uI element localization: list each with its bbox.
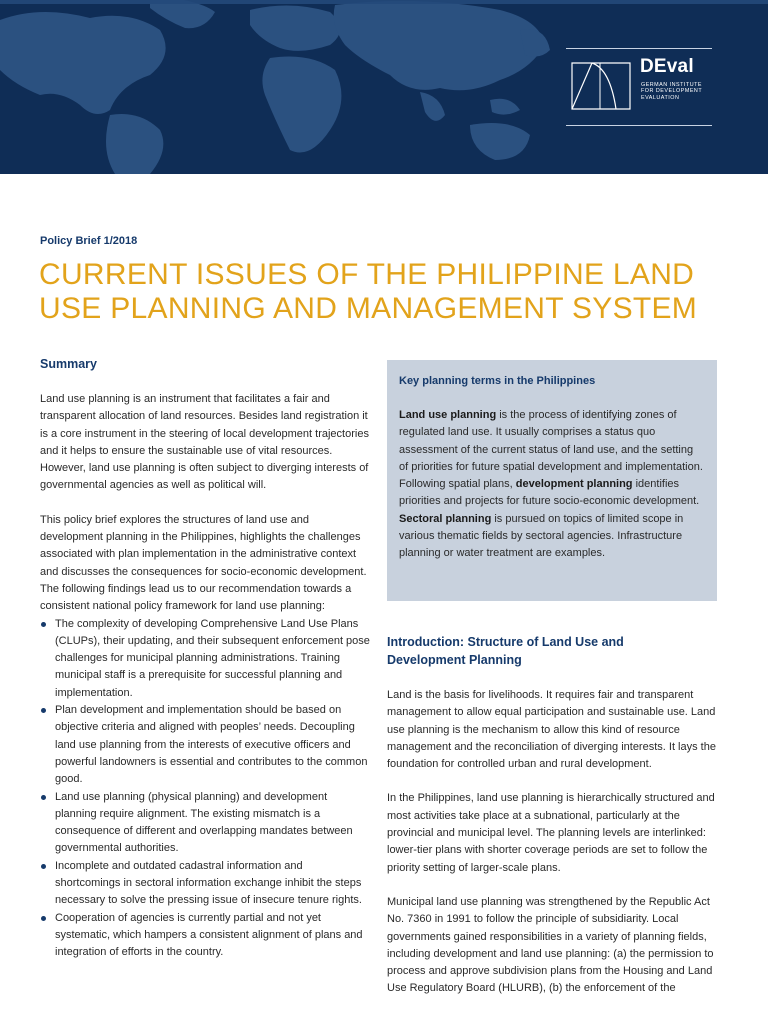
key-term-text: Following spatial plans,: [399, 478, 516, 491]
key-term-text: is pursued on topics of limited scope in various thematic fields by sectoral agencies. Infrastructure planning or water treatment are examples.: [399, 512, 684, 560]
header-banner: [0, 0, 768, 174]
key-term-label: Sectoral planning: [399, 512, 492, 525]
key-term-label: Land use planning: [399, 409, 497, 421]
intro-heading: Introduction: Structure of Land Use and Development Planning: [387, 635, 624, 667]
page-title: CURRENT ISSUES OF THE PHILIPPINE LAND USE PLANNING AND MANAGEMENT SYSTEM: [39, 258, 698, 325]
right-column: [387, 360, 717, 998]
key-term-text: is the process of identifying zones of regulated land use. It usually comprises a status quo assessment of the current status of land use, and the setting of priorities for future spatial development and implementation.: [399, 409, 703, 473]
deval-logo-mark-icon: [570, 61, 632, 111]
summary-heading: Summary: [40, 357, 97, 371]
summary-paragraph-2: This policy brief explores the structures of land use and development planning in the Philippines, highlights the challenges associated with plan implementation in the administrative context and discusses the consequences for socio-economic development. The following findings lead us to our recommendation towards a consistent national policy framework for land use planning:: [40, 513, 367, 613]
key-term-text: identifies priorities and projects for future socio-economic development.: [399, 478, 700, 508]
key-terms-box: [387, 360, 717, 601]
list-item: Cooperation of agencies is currently partial and not yet systematic, which hampers a consistent alignment of plans and integration of efforts in the country.: [40, 910, 370, 962]
logo-subtitle: GERMAN INSTITUTE FOR DEVELOPMENT EVALUATION: [641, 82, 703, 101]
key-term-label: development planning: [515, 478, 633, 491]
key-term-land-use: [399, 407, 705, 476]
policy-brief-label: Policy Brief 1/2018: [40, 235, 138, 247]
summary-column: [40, 355, 370, 962]
intro-paragraph-2: In the Philippines, land use planning is hierarchically structured and most activities take place at a subnational, particularly at the provincial and municipal level. The planning levels are interlinked: lower-tier plans with shorter coverage periods are set to follow the priority setting of larger-scale plans.: [387, 792, 715, 874]
intro-paragraph-3: Municipal land use planning was strengthened by the Republic Act No. 7360 in 1991 to follow the principle of subsidiarity. Local governments gained responsibilities in a variety of planning fields, including development and land use planning: (a) the permission to process and approve subdivision plans from the Housing and Land Use Regulatory Board (HLURB), (b) the enforcement of the: [387, 895, 714, 995]
list-item: Incomplete and outdated cadastral information and shortcomings in sectoral information exchange inhibit the steps necessary to solve the pressing issue of insecure tenure rights.: [40, 858, 370, 910]
list-item: Land use planning (physical planning) and development planning require alignment. The existing mismatch is a consequence of different and overlapping mandates between governmental authorities.: [40, 789, 370, 858]
list-item: Plan development and implementation should be based on objective criteria and aligned with peoples’ needs. Decoupling land use planning from the interests of executive officers and powerful landowners is essential and contributes to the common good.: [40, 702, 370, 788]
intro-paragraph-1: Land is the basis for livelihoods. It requires fair and transparent management to allow equal participation and sustainable use. Land use planning is the mechanism to allow this kind of resource management and the reconciliation of diverging interests. It lays the foundation for controlled urban and rural development.: [387, 689, 716, 771]
deval-logo: [566, 48, 712, 126]
key-term-sectoral: [399, 511, 705, 563]
list-item: The complexity of developing Comprehensive Land Use Plans (CLUPs), their updating, and their subsequent enforcement pose challenges for municipal planning administrations. Training municipal staff is a prerequisite for successful planning and implementation.: [40, 616, 370, 702]
findings-list: [40, 616, 370, 962]
logo-name: DEval: [640, 56, 694, 77]
key-terms-heading: Key planning terms in the Philippines: [399, 375, 596, 387]
key-term-development: [399, 476, 705, 511]
summary-paragraph-1: Land use planning is an instrument that facilitates a fair and transparent allocation of land resources. Besides land registration it is a core instrument in the steering of local development trajectories and it helps to ensure the sustainable use of vital resources. However, land use planning is often subject to diverging interests of governmental agencies as well as political will.: [40, 393, 369, 492]
